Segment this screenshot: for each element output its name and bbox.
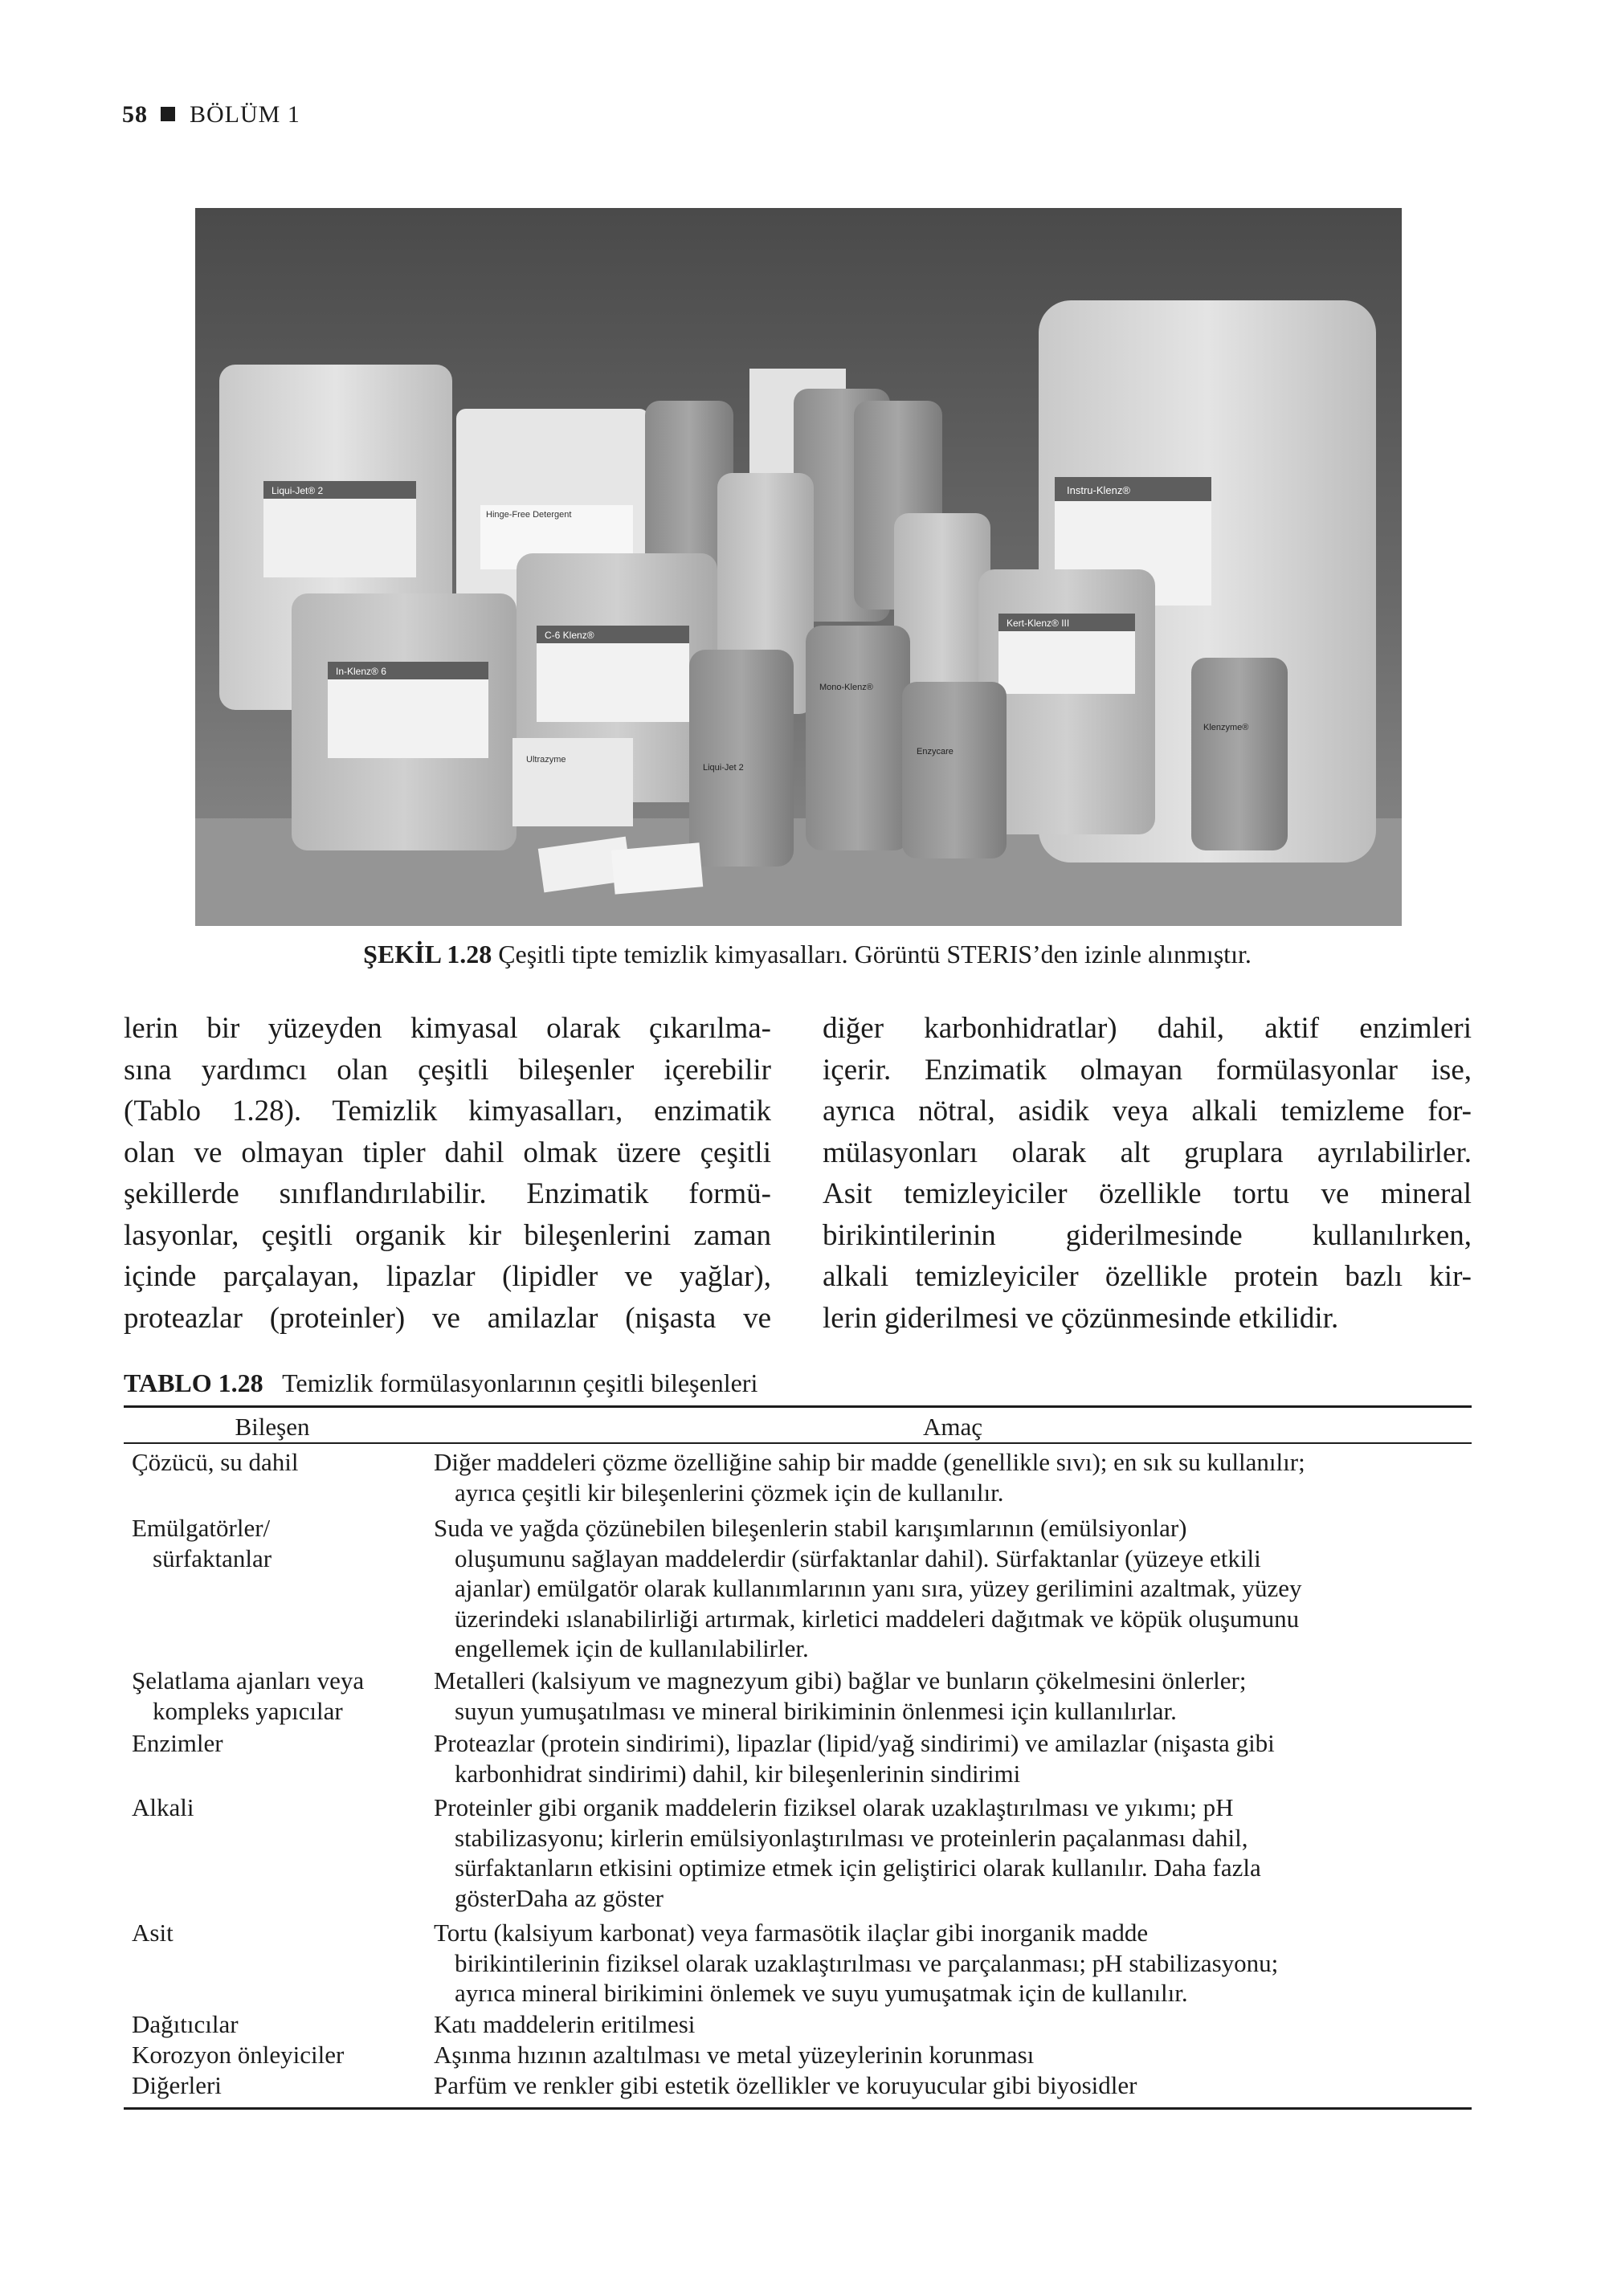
white-pail-label: Hinge-Free Detergent: [486, 510, 572, 520]
jug-label-2: Mono-Klenz®: [819, 683, 873, 692]
jug-label-4: Klenzyme®: [1203, 723, 1249, 732]
table-title: [124, 1368, 757, 1398]
text-line: olan ve olmayan tipler dahil olmak üzere çeşitli: [124, 1136, 771, 1169]
purpose-cell: karbonhidrat sindirimi) dahil, kir bileşenlerinin sindirimi: [455, 1759, 1021, 1788]
jug-label-1: Liqui-Jet 2: [703, 763, 744, 773]
component-cell: Korozyon önleyiciler: [132, 2041, 345, 2069]
header-square-bullet: [161, 107, 175, 121]
component-cell: Şelatlama ajanları veya: [132, 1666, 365, 1694]
carboy-label-1: In-Klenz® 6: [336, 666, 386, 677]
component-cell: Alkali: [132, 1793, 194, 1821]
text-line: (Tablo 1.28). Temizlik kimyasalları, enzimatik: [124, 1095, 771, 1128]
purpose-cell: Proteinler gibi organik maddelerin fiziksel olarak uzaklaştırılması ve yıkımı; pH: [434, 1793, 1234, 1821]
text-line: alkali temizleyiciler özellikle protein bazlı kir-: [823, 1260, 1472, 1293]
text-line: birikintilerinin giderilmesinde kullanılırken,: [823, 1218, 1472, 1252]
component-cell: kompleks yapıcılar: [153, 1696, 343, 1725]
text-line: mülasyonları olarak alt gruplara ayrılabilirler.: [823, 1136, 1472, 1169]
component-cell: Asit: [132, 1919, 174, 1947]
purpose-cell: ayrıca mineral birikimini önlemek ve suyu yumuşatmak için de kullanılır.: [455, 1979, 1188, 2007]
purpose-cell: Diğer maddeleri çözme özelliğine sahip bir madde (genellikle sıvı); en sık su kullanılır;: [434, 1448, 1305, 1476]
purpose-cell: Katı maddelerin eritilmesi: [434, 2010, 696, 2038]
purpose-cell: Suda ve yağda çözünebilen bileşenlerin stabil karışımlarının (emülsiyonlar): [434, 1514, 1187, 1542]
purpose-cell: birikintilerinin fiziksel olarak uzaklaştırılması ve parçalanması; pH stabilizasyonu;: [455, 1948, 1279, 1977]
page-header: [122, 101, 300, 128]
purpose-cell: stabilizasyonu; kirlerin emülsiyonlaştırılması ve proteinlerin paçalanması dahil,: [455, 1823, 1248, 1852]
purpose-cell: Parfüm ve renkler gibi estetik özellikler ve koruyucular gibi biyosidler: [434, 2071, 1137, 2099]
text-line: diğer karbonhidratlar) dahil, aktif enzimleri: [823, 1012, 1472, 1045]
table-label: TABLO 1.28: [124, 1368, 263, 1397]
carboy-label-2: C-6 Klenz®: [545, 630, 594, 641]
purpose-cell: engellemek için de kullanılabilirler.: [455, 1634, 809, 1662]
table-header-component: Bileşen: [235, 1413, 310, 1441]
purpose-cell: Metalleri (kalsiyum ve magnezyum gibi) bağlar ve bunların çökelmesini önlerler;: [434, 1666, 1247, 1694]
table-top-rule: [124, 1405, 1472, 1408]
purpose-cell: üzerindeki ıslanabilirliği artırmak, kirletici maddeleri dağıtmak ve köpük oluşumunu: [455, 1604, 1300, 1633]
body-column-left: [124, 1008, 771, 1339]
table-bottom-rule: [124, 2107, 1472, 2110]
text-line: Asit temizleyiciler özellikle tortu ve mineral: [823, 1177, 1472, 1210]
body-column-right: [823, 1008, 1472, 1339]
box-label: Ultrazyme: [526, 755, 566, 765]
jug-label-3: Enzycare: [917, 747, 954, 756]
chapter-title: BÖLÜM 1: [190, 101, 300, 128]
table-header-rule: [124, 1442, 1472, 1444]
purpose-cell: oluşumunu sağlayan maddelerdir (sürfaktanlar dahil). Sürfaktanlar (yüzeye etkili: [455, 1544, 1261, 1572]
text-line: sına yardımcı olan çeşitli bileşenler içerebilir: [124, 1053, 771, 1087]
text-line: içinde parçalayan, lipazlar (lipidler ve yağlar),: [124, 1260, 771, 1293]
component-cell: Emülgatörler/: [132, 1514, 271, 1542]
figure-label: ŞEKİL 1.28: [363, 940, 492, 969]
figure-caption: [122, 940, 1493, 969]
text-line: içerir. Enzimatik olmayan formülasyonlar ise,: [823, 1053, 1472, 1087]
drum-label: Instru-Klenz®: [1067, 484, 1130, 496]
component-cell: sürfaktanlar: [153, 1544, 272, 1572]
purpose-cell: ayrıca çeşitli kir bileşenlerini çözmek için de kullanılır.: [455, 1478, 1004, 1507]
component-cell: Enzimler: [132, 1729, 223, 1757]
text-line: şekillerde sınıflandırılabilir. Enzimatik formü-: [124, 1177, 771, 1210]
pail-label: Liqui-Jet® 2: [272, 485, 324, 496]
purpose-cell: sürfaktanların etkisini optimize etmek için geliştirici olarak kullanılır. Daha fazla: [455, 1854, 1261, 1882]
table-header-purpose: Amaç: [922, 1413, 983, 1441]
purpose-cell: gösterDaha az göster: [455, 1883, 664, 1912]
component-cell: Çözücü, su dahil: [132, 1448, 299, 1476]
figure-caption-text: Çeşitli tipte temizlik kimyasalları. Görüntü STERIS’den izinle alınmıştır.: [498, 940, 1252, 969]
text-line: ayrıca nötral, asidik veya alkali temizleme for-: [823, 1095, 1472, 1128]
purpose-cell: ajanlar) emülgatör olarak kullanımlarının yanı sıra, yüzey gerilimini azaltmak, yüzey: [455, 1574, 1302, 1602]
text-line: lerin bir yüzeyden kimyasal olarak çıkarılma-: [124, 1012, 771, 1045]
purpose-cell: suyun yumuşatılması ve mineral birikiminin önlenmesi için kullanılırlar.: [455, 1696, 1177, 1725]
component-cell: Diğerleri: [132, 2071, 222, 2099]
text-line: lerin giderilmesi ve çözünmesinde etkilidir.: [823, 1301, 1339, 1335]
table-title-text: Temizlik formülasyonlarının çeşitli bileşenleri: [282, 1368, 758, 1397]
component-cell: Dağıtıcılar: [132, 2010, 239, 2038]
purpose-cell: Proteazlar (protein sindirimi), lipazlar (lipid/yağ sindirimi) ve amilazlar (nişasta gibi: [434, 1729, 1275, 1757]
text-line: lasyonlar, çeşitli organik kir bileşenlerini zaman: [124, 1218, 771, 1252]
page-number: 58: [122, 101, 148, 128]
text-line: proteazlar (proteinler) ve amilazlar (nişasta ve: [124, 1301, 771, 1335]
figure-photo: [195, 208, 1402, 926]
carboy-label-3: Kert-Klenz® III: [1007, 618, 1070, 629]
purpose-cell: Aşınma hızının azaltılması ve metal yüzeylerinin korunması: [434, 2041, 1035, 2069]
purpose-cell: Tortu (kalsiyum karbonat) veya farmasötik ilaçlar gibi inorganik madde: [434, 1919, 1149, 1947]
